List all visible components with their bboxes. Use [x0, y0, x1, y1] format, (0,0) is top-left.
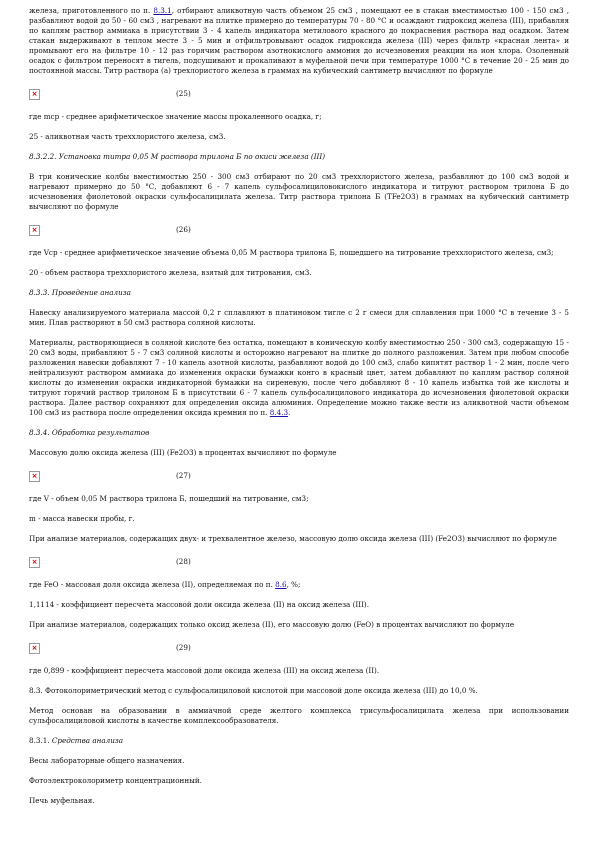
paragraph-titration: В три конические колбы вместимостью 250 - 300 см3 отбирают по 20 см3 треххлористого железа, разбавляют до 100 см3 водой и нагревают примерно до 50 °С, добавляют 6 - 7 капель сульфосалициловокислого индикатора и титруют раствором трилона Б до исчезновения фиолетовой окраски сульфосалицилата железа. Титр раствора трилона Б (TFe2O3) в граммах на кубический сантиметр вычисляют по формуле	[29, 172, 569, 211]
paragraph-feo-def: где FeO - массовая доля оксида железа (II), определяемая по п. 8.6, %;	[29, 580, 301, 589]
formula-28	[29, 554, 569, 570]
paragraph-photocolorimeter: Фотоэлектроколориметр концентрационный.	[29, 776, 202, 785]
paragraph-feo-only: При анализе материалов, содержащих только оксид железа (II), его массовую долю (FeO) в процентах вычисляют по формуле	[29, 620, 515, 629]
equation-number: (28)	[176, 557, 191, 566]
link-8-6[interactable]: 8.6	[275, 580, 287, 589]
broken-image-icon: ×	[29, 89, 40, 100]
paragraph-v-def: где V - объем 0,05 М раствора трилона Б, пошедший на титрование, см3;	[29, 494, 309, 503]
paragraph-volume-20: 20 - объем раствора треххлористого железа, взятый для титрования, см3.	[29, 268, 312, 277]
paragraph-procedure: Материалы, растворяющиеся в соляной кислоте без остатка, помещают в коническую колбу вместимостью 250 - 300 см3, содержащую 15 - 20 см3 воды, прибавляют 5 - 7 см3 соляной кислоты и осторожно нагревают на плитке до полного разложения. Затем при любом способе разложения навески добавляют 7 - 10 капель азотной кислоты, разбавляют водой до 100 см3, слабо кипятят раствор 1 - 2 мин, после чего нейтрализуют раствором аммиака до изменения окраски бумажки конго в красный цвет, затем добавляют по каплям раствор соляной кислоты до изменения окраски индикаторной бумажки на сиреневую, после чего добавляют 8 - 10 капель избытка той же кислоты и титруют горячий раствор трилоном Б в присутствии 6 - 7 капель сульфосалицилового индикатора до исчезновения фиолетовой окраски раствора. Далее раствор сохраняют для определения оксида алюминия. Определение можно также вести из аликвотной части объемом 100 см3 из раствора после определения оксида кремния по п. 8.4.3.	[29, 338, 569, 417]
paragraph-sample: Навеску анализируемого материала массой 0,2 г сплавляют в платиновом тигле с 2 г смеси для сплавления при 1000 °С в течение 3 - 5 мин. Плав растворяют в 50 см3 раствора соляной кислоты.	[29, 308, 569, 327]
equation-number: (25)	[176, 89, 191, 98]
section-heading-8-3-1: 8.3.1. Средства анализа	[29, 736, 124, 745]
section-heading-8-3-3: 8.3.3. Проведение анализа	[29, 288, 131, 297]
broken-image-icon: ×	[29, 643, 40, 654]
paragraph-mixed-iron: При анализе материалов, содержащих двух- и трехвалентное железо, массовую долю оксида железа (III) (Fe2O3) вычисляют по формуле	[29, 534, 557, 543]
link-8-4-3[interactable]: 8.4.3	[269, 408, 289, 417]
formula-26	[29, 222, 569, 238]
paragraph-m-sr: где mср - среднее арифметическое значение массы прокаленного осадка, г;	[29, 112, 322, 121]
equation-number: (29)	[176, 643, 191, 652]
link-8-3-1[interactable]: 8.3.1	[153, 6, 172, 15]
paragraph-method-8-3: 8.3. Фотоколориметрический метод с сульфосалициловой кислотой при массовой доле оксида железа (III) до 10,0 %.	[29, 686, 478, 695]
paragraph-m-def: m - масса навески пробы, г.	[29, 514, 135, 523]
paragraph-v-sr: где Vср - среднее арифметическое значение объема 0,05 М раствора трилона Б, пошедшего на титрование треххлористого железа, см3;	[29, 248, 554, 257]
equation-number: (27)	[176, 471, 191, 480]
paragraph-coef-0-899: где 0,899 - коэффициент пересчета массовой доли оксида железа (III) на оксид железа (II).	[29, 666, 380, 675]
formula-25	[29, 86, 569, 102]
paragraph-aliquot: 25 - аликвотная часть треххлористого железа, см3.	[29, 132, 226, 141]
broken-image-icon: ×	[29, 557, 40, 568]
broken-image-icon: ×	[29, 471, 40, 482]
section-heading-8-3-2-2: 8.3.2.2. Установка титра 0,05 М раствора трилона Б по окиси железа (III)	[29, 152, 326, 161]
document-page	[29, 6, 569, 816]
paragraph-method-basis: Метод основан на образовании в аммиачной среде желтого комплекса трисульфосалицилата железа при использовании сульфосалициловой кислоты в качестве комплексообразователя.	[29, 706, 569, 725]
section-heading-8-3-4: 8.3.4. Обработка результатов	[29, 428, 150, 437]
paragraph-furnace: Печь муфельная.	[29, 796, 95, 805]
equation-number: (26)	[176, 225, 191, 234]
paragraph-coef-1-1114: 1,1114 - коэффициент пересчета массовой доли оксида железа (II) на оксид железа (III).	[29, 600, 369, 609]
formula-27	[29, 468, 569, 484]
paragraph-fe2o3-formula-intro: Массовую долю оксида железа (III) (Fe2O3) в процентах вычисляют по формуле	[29, 448, 337, 457]
broken-image-icon: ×	[29, 225, 40, 236]
formula-29	[29, 640, 569, 656]
paragraph-intro: железа, приготовленного по п. 8.3.1, отбирают аликвотную часть объемом 25 см3 , помещают ее в стакан вместимостью 100 - 150 см3 , разбавляют водой до 50 - 60 см3 , нагревают на плитке примерно до температуры 70 - 80 °С и осаждают гидроксид железа (III), прибавляя по каплям раствор аммиака в присутствии 3 - 4 капель индикатора метилового красного до покраснения раствора над осадком. Затем стакан выдерживают в теплом месте 3 - 5 мин и отфильтровывают осадок гидроксида железа (III) через фильтр «красная лента» и промывают его на фильтре 10 - 12 раз горячим раствором азотнокислого аммония до исчезновения реакции на ион хлора. Озоленный осадок с фильтром переносят в тигель, подсушивают и прокаливают в муфельной печи при температуре 1000 °С в течение 20 - 25 мин до постоянной массы. Титр раствора (а) трехлористого железа в граммах на кубический сантиметр вычисляют по формуле	[29, 6, 570, 75]
paragraph-scales: Весы лабораторные общего назначения.	[29, 756, 185, 765]
